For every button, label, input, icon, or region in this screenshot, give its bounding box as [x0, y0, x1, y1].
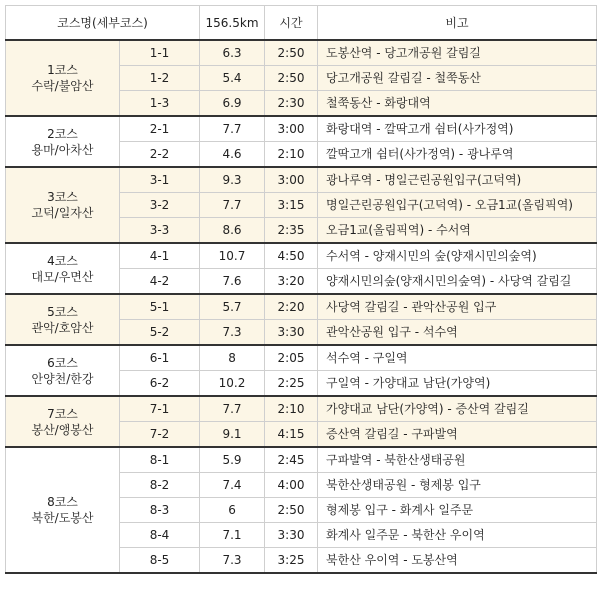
- route-note-cell: 광나루역 - 명일근린공원입구(고덕역): [318, 167, 597, 193]
- route-note-cell: 도봉산역 - 당고개공원 갈림길: [318, 40, 597, 66]
- distance-cell: 7.6: [200, 269, 265, 295]
- duration-cell: 2:50: [265, 40, 318, 66]
- course-subtitle: 안양천/한강: [31, 371, 94, 386]
- route-note-cell: 북한산 우이역 - 도봉산역: [318, 548, 597, 574]
- table-row: [6, 396, 597, 422]
- route-note-cell: 북한산생태공원 - 형제봉 입구: [318, 473, 597, 498]
- distance-cell: 10.2: [200, 371, 265, 397]
- distance-cell: 8.6: [200, 218, 265, 244]
- route-note-cell: 증산역 갈림길 - 구파발역: [318, 422, 597, 448]
- duration-cell: 2:10: [265, 142, 318, 168]
- course-name-cell: [6, 243, 120, 294]
- header-note: 비고: [318, 6, 597, 41]
- sub-course-cell: 1-1: [120, 40, 200, 66]
- table-row: [6, 40, 597, 66]
- table-row: [6, 243, 597, 269]
- sub-course-cell: 4-2: [120, 269, 200, 295]
- course-title: 8코스: [47, 495, 78, 509]
- sub-course-cell: 1-2: [120, 66, 200, 91]
- header-length: 156.5km: [200, 6, 265, 41]
- distance-cell: 9.3: [200, 167, 265, 193]
- distance-cell: 5.9: [200, 447, 265, 473]
- header-time: 시간: [265, 6, 318, 41]
- course-table-container: [5, 5, 596, 574]
- duration-cell: 2:30: [265, 91, 318, 117]
- route-note-cell: 구파발역 - 북한산생태공원: [318, 447, 597, 473]
- table-row: [6, 447, 597, 473]
- sub-course-cell: 6-1: [120, 345, 200, 371]
- course-subtitle: 봉산/앵봉산: [31, 422, 94, 437]
- duration-cell: 3:20: [265, 269, 318, 295]
- distance-cell: 7.3: [200, 548, 265, 574]
- header-row: [6, 6, 597, 41]
- table-body: [6, 40, 597, 573]
- course-subtitle: 수락/불암산: [31, 79, 94, 93]
- route-note-cell: 관악산공원 입구 - 석수역: [318, 320, 597, 346]
- header-course-name: 코스명(세부코스): [6, 6, 200, 41]
- duration-cell: 2:20: [265, 294, 318, 320]
- sub-course-cell: 5-2: [120, 320, 200, 346]
- sub-course-cell: 2-2: [120, 142, 200, 168]
- route-note-cell: 구일역 - 가양대교 남단(가양역): [318, 371, 597, 397]
- course-title: 5코스: [47, 304, 78, 319]
- sub-course-cell: 3-1: [120, 167, 200, 193]
- duration-cell: 3:30: [265, 320, 318, 346]
- distance-cell: 7.4: [200, 473, 265, 498]
- distance-cell: 6.9: [200, 91, 265, 117]
- distance-cell: 4.6: [200, 142, 265, 168]
- trail-course-table: [5, 5, 597, 574]
- sub-course-cell: 8-2: [120, 473, 200, 498]
- sub-course-cell: 2-1: [120, 116, 200, 142]
- duration-cell: 2:50: [265, 498, 318, 523]
- sub-course-cell: 4-1: [120, 243, 200, 269]
- course-name-cell: [6, 294, 120, 345]
- course-subtitle: 관악/호암산: [31, 320, 94, 335]
- route-note-cell: 철쭉동산 - 화랑대역: [318, 91, 597, 117]
- table-row: [6, 167, 597, 193]
- route-note-cell: 양재시민의숲(양재시민의숲역) - 사당역 갈림길: [318, 269, 597, 295]
- route-note-cell: 화계사 일주문 - 북한산 우이역: [318, 523, 597, 548]
- route-note-cell: 화랑대역 - 깔딱고개 쉼터(사가정역): [318, 116, 597, 142]
- duration-cell: 2:50: [265, 66, 318, 91]
- distance-cell: 5.7: [200, 294, 265, 320]
- course-title: 6코스: [47, 355, 78, 370]
- duration-cell: 4:15: [265, 422, 318, 448]
- route-note-cell: 깔딱고개 쉼터(사가정역) - 광나루역: [318, 142, 597, 168]
- distance-cell: 7.1: [200, 523, 265, 548]
- course-subtitle: 용마/아차산: [31, 142, 94, 157]
- course-title: 2코스: [47, 126, 78, 141]
- distance-cell: 7.7: [200, 116, 265, 142]
- duration-cell: 4:00: [265, 473, 318, 498]
- distance-cell: 9.1: [200, 422, 265, 448]
- route-note-cell: 석수역 - 구일역: [318, 345, 597, 371]
- route-note-cell: 가양대교 남단(가양역) - 증산역 갈림길: [318, 396, 597, 422]
- course-name-cell: [6, 447, 120, 573]
- table-row: [6, 294, 597, 320]
- distance-cell: 6.3: [200, 40, 265, 66]
- course-name-cell: [6, 345, 120, 396]
- sub-course-cell: 7-1: [120, 396, 200, 422]
- course-name-cell: [6, 40, 120, 116]
- table-header: [6, 6, 597, 41]
- distance-cell: 5.4: [200, 66, 265, 91]
- duration-cell: 2:25: [265, 371, 318, 397]
- course-title: 7코스: [47, 406, 78, 421]
- sub-course-cell: 6-2: [120, 371, 200, 397]
- distance-cell: 7.7: [200, 193, 265, 218]
- sub-course-cell: 8-1: [120, 447, 200, 473]
- course-subtitle: 대모/우면산: [31, 269, 94, 284]
- duration-cell: 3:00: [265, 116, 318, 142]
- duration-cell: 2:05: [265, 345, 318, 371]
- duration-cell: 2:35: [265, 218, 318, 244]
- sub-course-cell: 5-1: [120, 294, 200, 320]
- course-title: 1코스: [47, 63, 78, 77]
- course-name-cell: [6, 167, 120, 243]
- course-subtitle: 북한/도봉산: [31, 511, 94, 525]
- table-row: [6, 116, 597, 142]
- sub-course-cell: 7-2: [120, 422, 200, 448]
- sub-course-cell: 8-4: [120, 523, 200, 548]
- course-name-cell: [6, 396, 120, 447]
- route-note-cell: 사당역 갈림길 - 관악산공원 입구: [318, 294, 597, 320]
- distance-cell: 6: [200, 498, 265, 523]
- route-note-cell: 오금1교(올림픽역) - 수서역: [318, 218, 597, 244]
- sub-course-cell: 1-3: [120, 91, 200, 117]
- duration-cell: 4:50: [265, 243, 318, 269]
- duration-cell: 2:10: [265, 396, 318, 422]
- course-title: 4코스: [47, 253, 78, 268]
- distance-cell: 7.7: [200, 396, 265, 422]
- sub-course-cell: 8-3: [120, 498, 200, 523]
- route-note-cell: 명일근린공원입구(고덕역) - 오금1교(올림픽역): [318, 193, 597, 218]
- route-note-cell: 형제봉 입구 - 화계사 일주문: [318, 498, 597, 523]
- sub-course-cell: 3-2: [120, 193, 200, 218]
- sub-course-cell: 3-3: [120, 218, 200, 244]
- duration-cell: 3:15: [265, 193, 318, 218]
- course-title: 3코스: [47, 190, 78, 204]
- route-note-cell: 수서역 - 양재시민의 숲(양재시민의숲역): [318, 243, 597, 269]
- duration-cell: 3:25: [265, 548, 318, 574]
- distance-cell: 7.3: [200, 320, 265, 346]
- distance-cell: 10.7: [200, 243, 265, 269]
- course-name-cell: [6, 116, 120, 167]
- duration-cell: 3:00: [265, 167, 318, 193]
- distance-cell: 8: [200, 345, 265, 371]
- duration-cell: 3:30: [265, 523, 318, 548]
- course-subtitle: 고덕/일자산: [31, 206, 94, 220]
- duration-cell: 2:45: [265, 447, 318, 473]
- sub-course-cell: 8-5: [120, 548, 200, 574]
- table-row: [6, 345, 597, 371]
- route-note-cell: 당고개공원 갈림길 - 철쭉동산: [318, 66, 597, 91]
